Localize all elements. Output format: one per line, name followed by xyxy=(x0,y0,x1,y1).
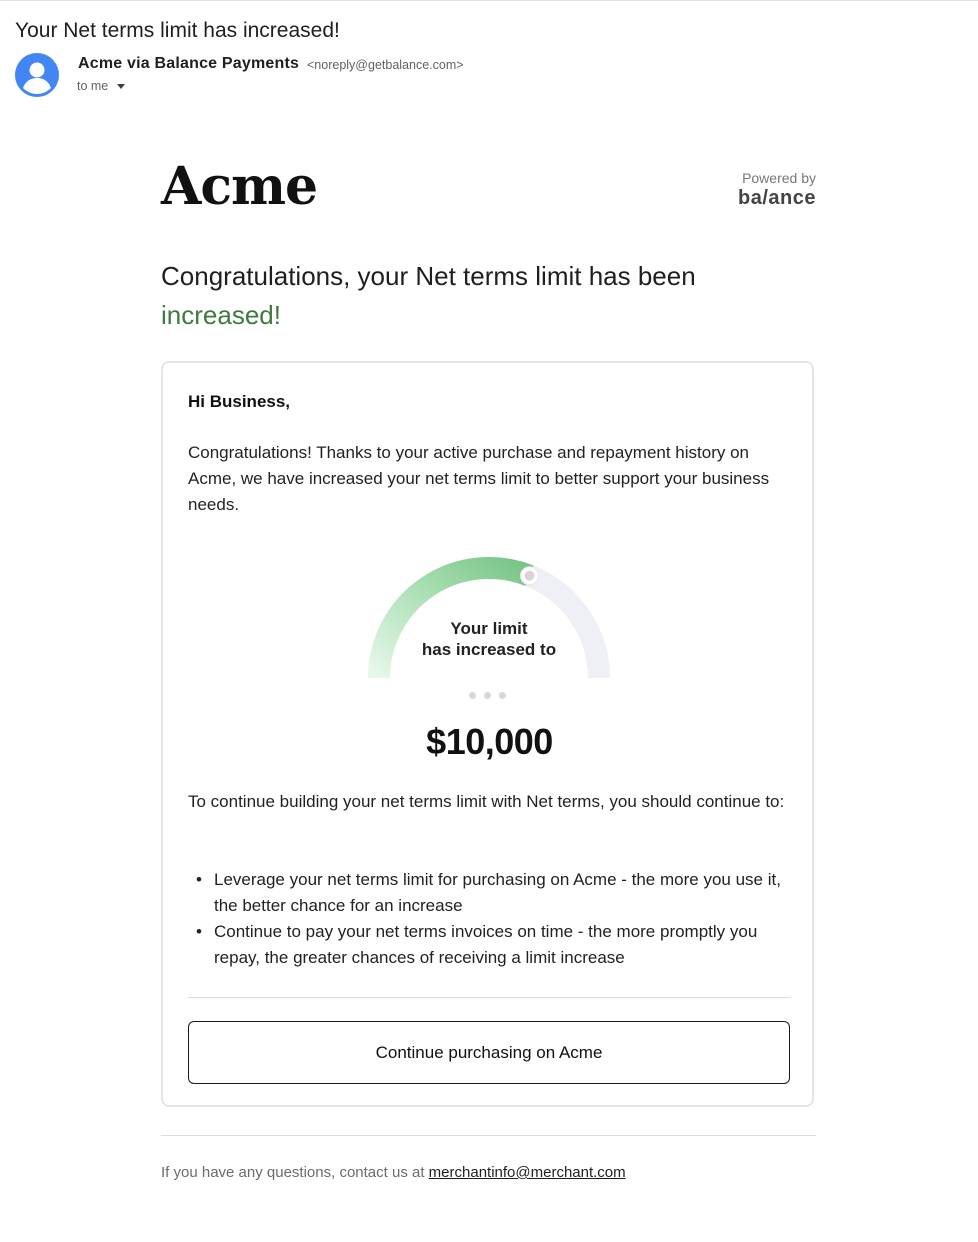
footer xyxy=(161,1164,626,1181)
card-divider xyxy=(188,997,790,998)
gauge-label-line1: Your limit xyxy=(450,619,528,638)
continue-paragraph: To continue building your net terms limit with Net terms, you should continue to: xyxy=(188,792,785,811)
gauge-label xyxy=(351,618,627,660)
greeting: Hi Business, xyxy=(188,392,291,411)
content-card xyxy=(161,361,814,1107)
intro-paragraph: Congratulations! Thanks to your active purchase and repayment history on Acme, we have increased your net terms limit to better support your business needs. xyxy=(188,443,770,514)
sender-email: <noreply@getbalance.com> xyxy=(307,58,464,72)
recipient-dropdown[interactable] xyxy=(77,79,125,93)
recipient-label: to me xyxy=(77,79,109,93)
footer-divider xyxy=(161,1135,816,1136)
gauge-knob-dot xyxy=(524,571,534,581)
limit-gauge xyxy=(357,533,621,683)
powered-by-label: Powered by xyxy=(742,170,816,186)
gauge-label-line2: has increased to xyxy=(421,640,557,659)
balance-logo: ba/ance xyxy=(738,187,816,209)
powered-by xyxy=(738,170,816,210)
chevron-down-icon xyxy=(117,84,125,89)
brand-logo: Acme xyxy=(161,156,318,217)
list-item: • Leverage your net terms limit for purchasing on Acme - the more you use it, the better chance for an increase xyxy=(188,867,788,919)
footer-text: If you have any questions, contact us at xyxy=(161,1164,429,1181)
sender-name: Acme via Balance Payments xyxy=(78,55,300,72)
email-subject: Your Net terms limit has increased! xyxy=(15,19,340,42)
top-border xyxy=(0,0,978,1)
headline xyxy=(161,257,761,335)
continue-purchasing-button[interactable]: Continue purchasing on Acme xyxy=(188,1021,790,1084)
tips-list xyxy=(188,867,788,971)
contact-email-link[interactable]: merchantinfo@merchant.com xyxy=(428,1164,626,1181)
list-item: • Continue to pay your net terms invoices on time - the more promptly you repay, the greater chances of receiving a limit increase xyxy=(188,919,788,971)
headline-accent: increased! xyxy=(161,300,281,330)
loading-dots xyxy=(465,686,510,704)
limit-amount: $10,000 xyxy=(426,721,553,762)
headline-text: Congratulations, your Net terms limit has been xyxy=(161,261,696,291)
sender-avatar-icon[interactable] xyxy=(15,53,59,97)
